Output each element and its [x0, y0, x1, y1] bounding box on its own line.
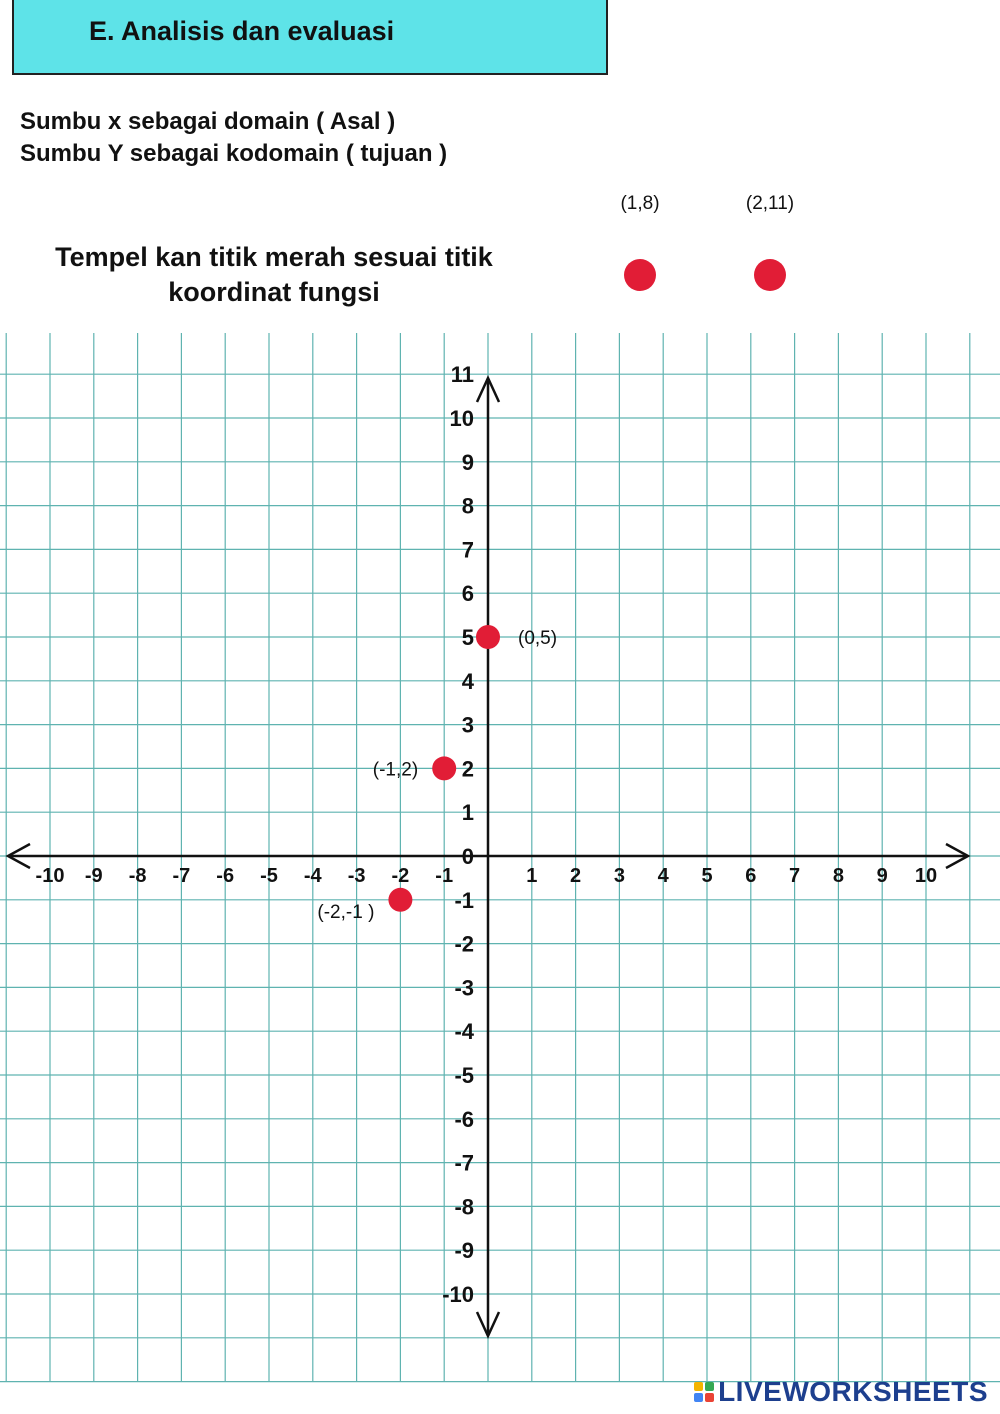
x-tick-label: 10 [914, 865, 938, 887]
y-tick-label: 11 [450, 362, 474, 388]
y-tick-label: -1 [454, 887, 474, 913]
x-tick-label: -8 [128, 865, 147, 887]
draggable-red-dot-1-8[interactable] [624, 259, 656, 291]
x-tick-label: 8 [832, 865, 844, 887]
x-tick-label: -2 [391, 865, 410, 887]
y-tick-label: 7 [461, 537, 474, 563]
draggable-label-2-11: (2,11) [745, 193, 795, 214]
x-tick-label: -10 [35, 865, 65, 887]
x-tick-label: -9 [84, 865, 103, 887]
plotted-point [388, 888, 412, 912]
y-tick-label: 3 [461, 712, 474, 738]
y-tick-label: -5 [454, 1063, 474, 1088]
point-label: (0,5) [518, 628, 558, 649]
y-tick-label: -10 [442, 1282, 474, 1307]
x-tick-label: -7 [172, 865, 191, 887]
x-tick-label: 4 [657, 865, 669, 887]
x-tick-label: 6 [745, 865, 757, 887]
y-tick-label: -9 [454, 1238, 474, 1264]
x-tick-label: -3 [347, 865, 366, 887]
y-tick-label: 0 [461, 844, 474, 869]
y-tick-label: -8 [454, 1194, 474, 1220]
y-tick-label: 9 [461, 449, 474, 475]
x-tick-label: -1 [435, 865, 454, 887]
y-tick-label: 8 [461, 493, 474, 519]
y-tick-label: 4 [461, 668, 474, 694]
x-tick-label: -4 [303, 865, 322, 887]
x-tick-label: 2 [570, 865, 582, 887]
axis-info-y: Sumbu Y sebagai kodomain ( tujuan ) [20, 140, 448, 167]
x-tick-label: 9 [876, 865, 888, 887]
y-tick-label: -6 [454, 1106, 474, 1132]
liveworksheets-logo-icon [694, 1382, 714, 1402]
point-label: (-1,2) [372, 759, 419, 781]
instruction-line-1: Tempel kan titik merah sesuai titik [55, 242, 493, 272]
y-tick-label: 6 [461, 581, 474, 607]
plotted-point [432, 756, 456, 780]
draggable-label-1-8: (1,8) [620, 193, 660, 214]
point-label: (-2,-1 ) [317, 901, 375, 923]
y-tick-label: 2 [461, 756, 474, 782]
x-tick-label: -5 [260, 865, 278, 887]
instruction-line-2: koordinat fungsi [168, 277, 380, 307]
y-tick-label: -7 [454, 1150, 474, 1176]
y-tick-label: -4 [454, 1019, 474, 1045]
y-tick-label: 10 [449, 406, 474, 431]
x-tick-label: 3 [613, 865, 625, 887]
x-tick-label: 5 [701, 865, 713, 887]
draggable-red-dot-2-11[interactable] [754, 259, 786, 291]
x-tick-label: 7 [789, 865, 801, 887]
x-tick-label: 1 [526, 865, 538, 887]
y-tick-label: 5 [461, 625, 474, 650]
y-tick-label: -3 [454, 975, 474, 1001]
y-tick-label: -2 [454, 931, 474, 957]
section-title: E. Analisis dan evaluasi [89, 16, 395, 46]
plotted-point [476, 625, 500, 649]
axis-info-x: Sumbu x sebagai domain ( Asal ) [20, 108, 396, 135]
grid-lines [0, 333, 1000, 1382]
y-tick-label: 1 [461, 800, 474, 826]
x-tick-label: -6 [216, 865, 235, 887]
brand-name: LIVEWORKSHEETS [718, 1376, 988, 1407]
brand-logo [694, 1376, 988, 1408]
